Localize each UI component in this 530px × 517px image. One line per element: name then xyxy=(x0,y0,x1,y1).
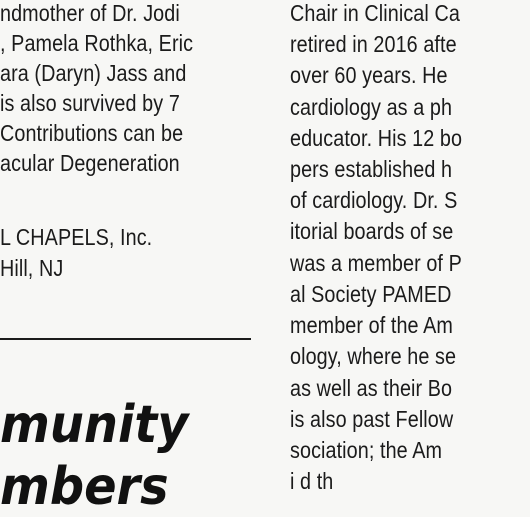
right-line-2: retired in 2016 afte xyxy=(290,31,457,57)
left-line-6: acular Degeneration xyxy=(0,150,180,176)
right-line-15: sociation; the Am xyxy=(290,437,443,463)
left-line-5: Contributions can be xyxy=(0,120,184,146)
right-line-8: itorial boards of se xyxy=(290,218,454,244)
right-line-1: Chair in Clinical Ca xyxy=(290,0,460,26)
left-line-4: is also survived by 7 xyxy=(0,90,180,116)
right-line-6: pers established h xyxy=(290,156,453,182)
funeral-home-location: Hill, NJ xyxy=(0,255,64,281)
left-line-2: , Pamela Rothka, Eric xyxy=(0,30,194,56)
right-line-14: is also past Fellow xyxy=(290,406,454,432)
right-line-10: al Society PAMED xyxy=(290,281,452,307)
right-line-7: of cardiology. Dr. S xyxy=(290,187,458,213)
section-divider xyxy=(0,338,251,340)
right-line-13: as well as their Bo xyxy=(290,375,453,401)
funeral-home-name: L CHAPELS, Inc. xyxy=(0,224,153,250)
right-line-9: was a member of P xyxy=(290,250,462,276)
section-heading-line-1: munity xyxy=(0,395,189,455)
left-line-3: ara (Daryn) Jass and xyxy=(0,60,187,86)
left-line-1: ndmother of Dr. Jodi xyxy=(0,0,180,26)
right-line-4: cardiology as a ph xyxy=(290,94,453,120)
section-heading-line-2: mbers xyxy=(0,457,169,517)
right-line-5: educator. His 12 bo xyxy=(290,125,463,151)
right-line-12: ology, where he se xyxy=(290,343,457,369)
right-line-11: member of the Am xyxy=(290,312,453,338)
right-line-3: over 60 years. He xyxy=(290,62,448,88)
right-line-16-partial: i d th xyxy=(290,468,334,494)
